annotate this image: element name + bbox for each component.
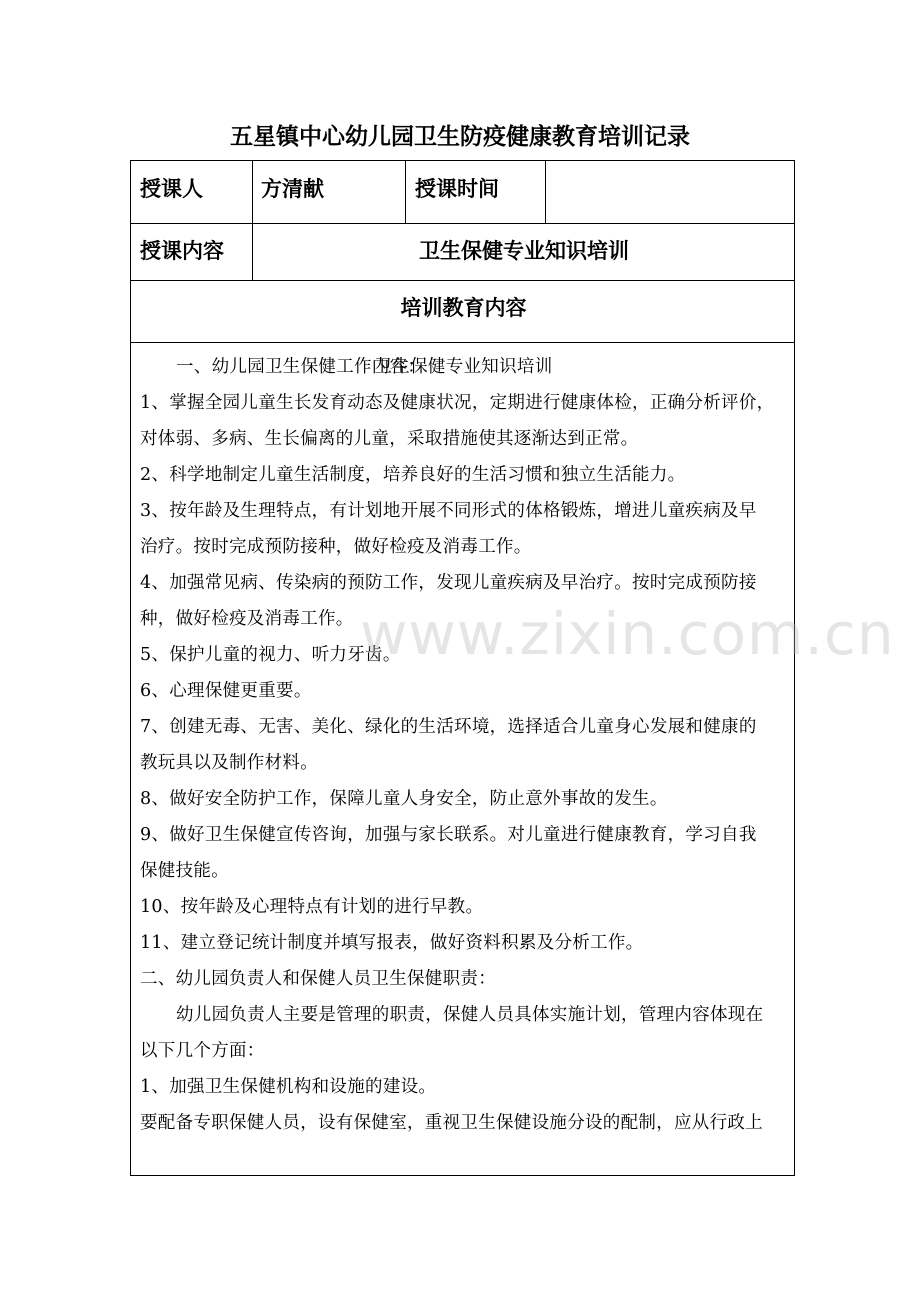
training-record-table — [130, 160, 795, 1176]
content-line: 教玩具以及制作材料。 — [140, 753, 318, 773]
content-line: 以下几个方面： — [140, 1041, 265, 1061]
content-line: 二、幼儿园负责人和保健人员卫生保健职责： — [140, 969, 496, 989]
content-heading: 卫生保健专业知识培训 — [374, 357, 553, 377]
document-title: 五星镇中心幼儿园卫生防疫健康教育培训记录 — [230, 123, 690, 150]
divider — [131, 280, 794, 281]
content-line: 对体弱、多病、生长偏离的儿童，采取措施使其逐渐达到正常。 — [140, 429, 639, 449]
content-line: 1、掌握全园儿童生长发育动态及健康状况，定期进行健康体检，正确分析评价， — [140, 393, 775, 413]
content-line: 4、加强常见病、传染病的预防工作，发现儿童疾病及早治疗。按时完成预防接 — [140, 573, 757, 593]
content-line: 要配备专职保健人员，设有保健室，重视卫生保健设施分设的配制，应从行政上 — [140, 1113, 763, 1133]
watermark: www.zixin.com.cn — [360, 600, 895, 668]
content-line: 保健技能。 — [140, 861, 229, 881]
content-line: 3、按年龄及生理特点，有计划地开展不同形式的体格锻炼，增进儿童疾病及早 — [140, 501, 757, 521]
content-line: 种，做好检疫及消毒工作。 — [140, 609, 354, 629]
divider — [131, 223, 794, 224]
lecturer-label: 授课人 — [140, 176, 203, 201]
content-line: 5、保护儿童的视力、听力牙齿。 — [140, 645, 401, 665]
time-label: 授课时间 — [415, 176, 499, 201]
content-line: 2、科学地制定儿童生活制度，培养良好的生活习惯和独立生活能力。 — [140, 465, 686, 485]
content-line: 1、加强卫生保健机构和设施的建设。 — [140, 1077, 437, 1097]
content-line: 11、建立登记统计制度并填写报表，做好资料积累及分析工作。 — [140, 933, 644, 953]
content-line: 幼儿园负责人主要是管理的职责，保健人员具体实施计划，管理内容体现在 — [176, 1005, 764, 1025]
content-value: 卫生保健专业知识培训 — [419, 238, 629, 263]
divider — [131, 342, 794, 343]
content-line: 治疗。按时完成预防接种，做好检疫及消毒工作。 — [140, 537, 532, 557]
content-line: 6、心理保健更重要。 — [140, 681, 312, 701]
section-heading: 培训教育内容 — [400, 295, 527, 320]
divider — [405, 161, 406, 223]
divider — [545, 161, 546, 223]
content-label: 授课内容 — [140, 238, 224, 263]
content-line: 7、创建无毒、无害、美化、绿化的生活环境，选择适合儿童身心发展和健康的 — [140, 717, 757, 737]
content-line: 8、做好安全防护工作，保障儿童人身安全，防止意外事故的发生。 — [140, 789, 668, 809]
content-line: 10、按年龄及心理特点有计划的进行早教。 — [140, 897, 484, 917]
content-line: 一、幼儿园卫生保健工作内容： — [176, 357, 426, 377]
lecturer-value: 方清献 — [261, 176, 324, 201]
content-line: 9、做好卫生保健宣传咨询，加强与家长联系。对儿童进行健康教育，学习自我 — [140, 825, 757, 845]
